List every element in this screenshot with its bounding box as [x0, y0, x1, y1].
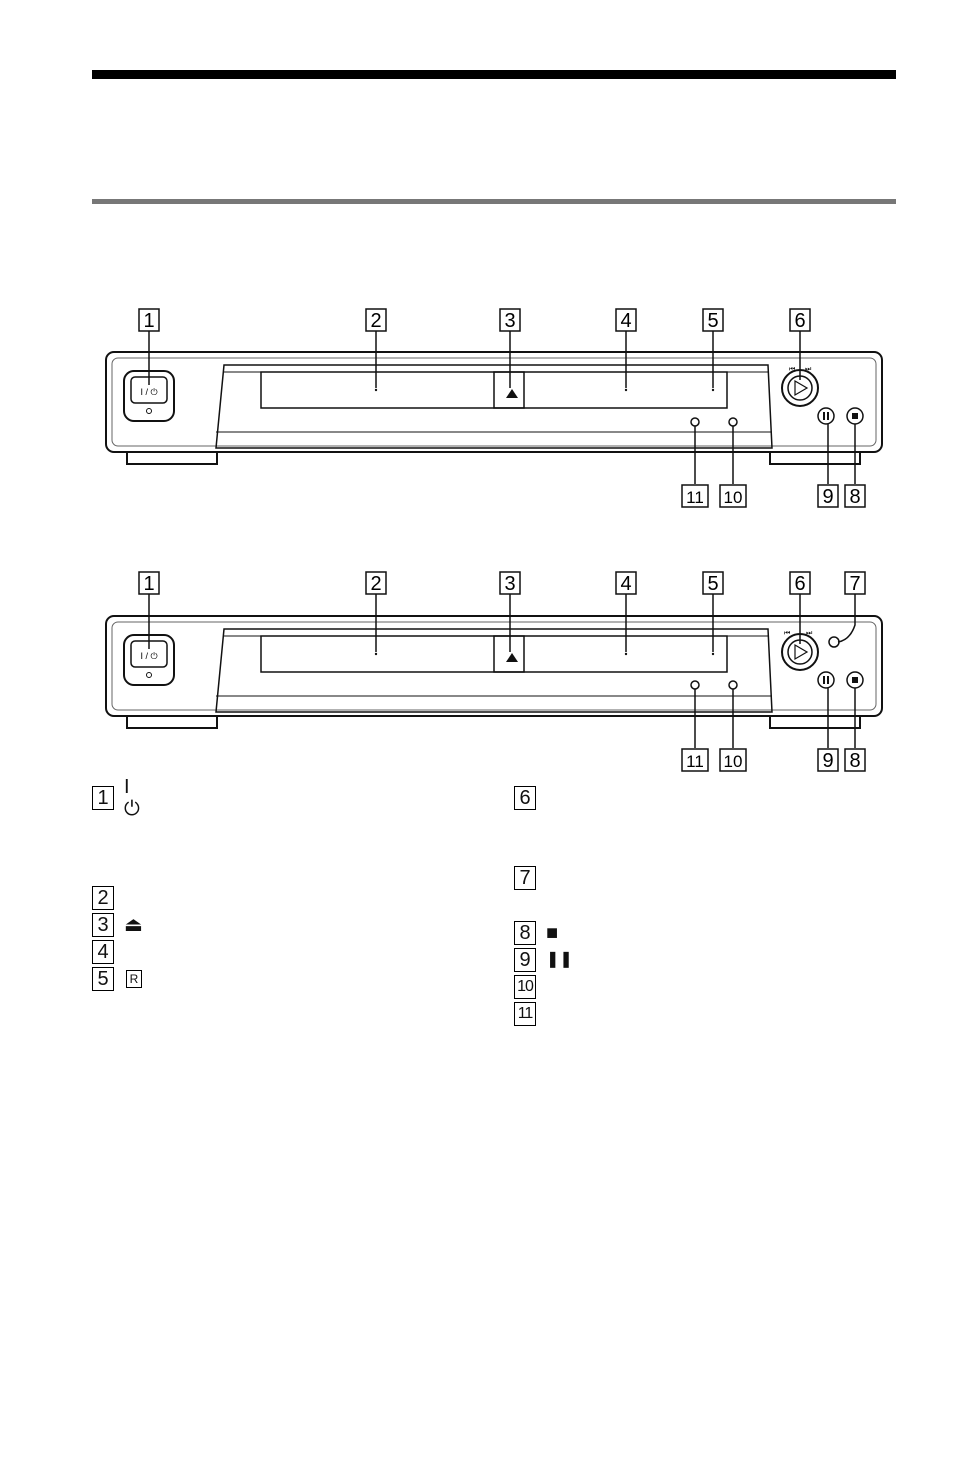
legend-num: 10	[514, 975, 536, 999]
callout-label-6: 6	[794, 573, 806, 595]
callout-label-4: 4	[620, 573, 632, 595]
callout-label-7: 7	[849, 573, 861, 595]
svg-text:⏭: ⏭	[805, 365, 812, 373]
callout-label-6: 6	[794, 310, 806, 332]
legend-item-9	[514, 948, 573, 972]
callout-label-4: 4	[620, 310, 632, 332]
callout-label-8: 8	[849, 750, 861, 772]
standby-indicator	[147, 409, 152, 414]
remote-sensor-icon: R	[126, 970, 142, 988]
legend-num: 3	[92, 913, 114, 937]
eject-button	[494, 636, 524, 672]
callout-label-5: 5	[707, 310, 719, 332]
indicator-10	[729, 681, 737, 689]
callout-label-1: 1	[143, 573, 155, 595]
foot-right	[770, 452, 860, 464]
callout-label-10: 10	[723, 488, 743, 507]
foot-right	[770, 716, 860, 728]
standby-indicator	[147, 673, 152, 678]
foot-left	[127, 452, 217, 464]
pause-icon: ❚❚	[546, 951, 573, 968]
legend-num: 2	[92, 886, 114, 910]
eject-icon: ⏏	[124, 914, 143, 936]
legend-item-6	[514, 786, 536, 810]
indicator-11	[691, 418, 699, 426]
legend-num: 5	[92, 967, 114, 991]
legend-item-7	[514, 866, 536, 890]
svg-text:⏭: ⏭	[806, 629, 813, 637]
legend-item-3	[92, 913, 143, 937]
power-button-label: I / ⏻	[140, 651, 158, 661]
legend-num: 6	[514, 786, 536, 810]
legend-item-11	[514, 1002, 536, 1026]
callout-label-3: 3	[504, 573, 516, 595]
pause-button	[818, 408, 834, 424]
legend-num: 1	[92, 786, 114, 810]
power-symbol-icon: I ⏻	[124, 776, 140, 820]
legend-item-10	[514, 975, 536, 999]
svg-text:⏮: ⏮	[789, 365, 796, 373]
legend-item-5	[92, 967, 142, 991]
callout-label-9: 9	[822, 750, 834, 772]
callout-label-10: 10	[723, 752, 743, 771]
indicator-11	[691, 681, 699, 689]
foot-left	[127, 716, 217, 728]
power-button-label: I / ⏻	[140, 387, 158, 397]
headphone-jack-7	[829, 637, 839, 647]
legend-num: 4	[92, 940, 114, 964]
callout-label-8: 8	[849, 486, 861, 508]
stop-icon: ■	[546, 922, 559, 944]
legend-item-1	[92, 776, 140, 820]
eject-button	[494, 372, 524, 408]
callout-label-11: 11	[686, 752, 704, 771]
callout-label-2: 2	[370, 573, 382, 595]
svg-text:⏮: ⏮	[784, 629, 791, 637]
callout-label-2: 2	[370, 310, 382, 332]
player-diagram-top	[106, 352, 882, 464]
legend-num: 7	[514, 866, 536, 890]
legend-item-8	[514, 921, 558, 945]
player-diagram-bottom	[106, 616, 882, 728]
legend-item-2	[92, 886, 114, 910]
indicator-10	[729, 418, 737, 426]
legend-item-4	[92, 940, 114, 964]
legend-num: 9	[514, 948, 536, 972]
callout-label-5: 5	[707, 573, 719, 595]
callout-label-9: 9	[822, 486, 834, 508]
callout-label-11: 11	[686, 488, 704, 507]
pause-button	[818, 672, 834, 688]
legend-num: 11	[514, 1002, 536, 1026]
callout-label-1: 1	[143, 310, 155, 332]
callout-label-3: 3	[504, 310, 516, 332]
legend-num: 8	[514, 921, 536, 945]
